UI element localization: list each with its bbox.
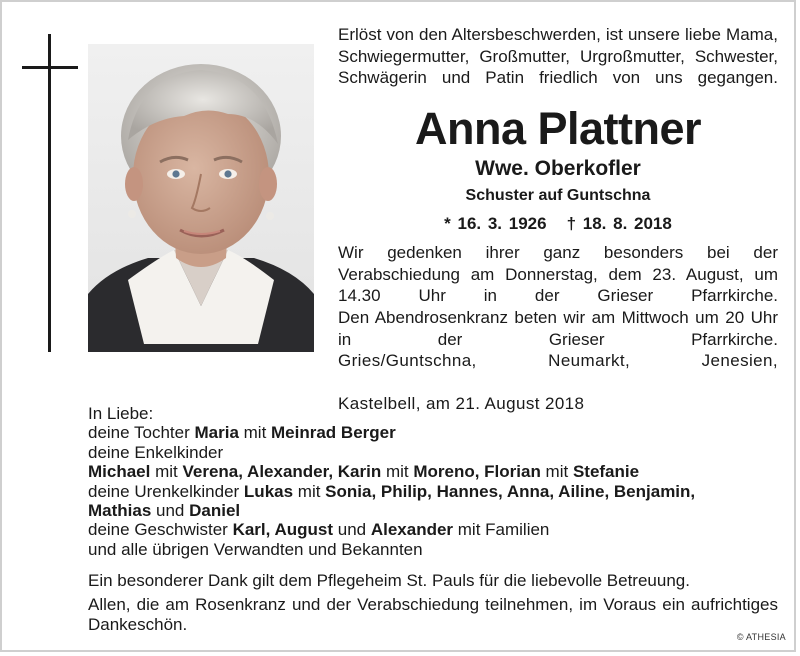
siblings-line: deine Geschwister Karl, August und Alexander mit Familien xyxy=(88,520,550,540)
subtitle: Schuster auf Guntschna xyxy=(465,187,651,204)
portrait-photo xyxy=(88,44,314,352)
greeting: In Liebe: xyxy=(88,404,154,423)
great-grandchildren-line: deine Urenkelkinder Lukas mit Sonia, Philip, Hannes, Anna, Ailine, Benjamin, xyxy=(88,481,696,501)
thanks-all: Allen, die am Rosenkranz und der Verabschiedung teilnehmen, im Voraus ein aufrichtiges Dankeschön. xyxy=(88,595,778,634)
great-grandchildren-line-2: Mathias und Daniel xyxy=(88,501,241,521)
cross-icon xyxy=(48,34,51,352)
intro-text: Erlöst von den Altersbeschwerden, ist unsere liebe Mama, Schwiegermutter, Großmutter, Urgroßmutter, Schwester, Schwägerin und Patin friedlich von uns gegangen. xyxy=(338,25,778,87)
birth-date: * 16. 3. 1926 xyxy=(444,214,547,233)
thanks-care: Ein besonderer Dank gilt dem Pflegeheim St. Pauls für die liebevolle Betreuung. xyxy=(88,571,690,590)
cross-icon-bar xyxy=(22,66,78,69)
deceased-name: Anna Plattner xyxy=(414,103,702,154)
grandchildren-line: Michael mit Verena, Alexander, Karin mit Moreno, Florian mit Stefanie xyxy=(88,462,640,482)
daughter-line: deine Tochter Maria mit Meinrad Berger xyxy=(88,423,396,443)
life-dates xyxy=(338,213,778,235)
places-line-2: Kastelbell, am 21. August 2018 xyxy=(338,394,585,413)
grandchildren-label: deine Enkelkinder xyxy=(88,442,224,462)
rosary-text: Den Abendrosenkranz beten wir am Mittwoch um 20 Uhr in der Grieser Pfarrkirche. xyxy=(338,308,778,349)
family-list xyxy=(88,404,788,559)
death-date: † 18. 8. 2018 xyxy=(566,214,672,233)
memorial-text: Wir gedenken ihrer ganz besonders bei der Verabschiedung am Donnerstag, dem 23. August, um 14.30 Uhr in der Grieser Pfarrkirche. xyxy=(338,243,778,305)
others-line: und alle übrigen Verwandten und Bekannten xyxy=(88,539,423,559)
widow-name: Wwe. Oberkofler xyxy=(475,157,641,180)
copyright: © ATHESIA xyxy=(736,632,786,642)
places-line-1: Gries/Guntschna, Neumarkt, Jenesien, xyxy=(338,351,778,370)
